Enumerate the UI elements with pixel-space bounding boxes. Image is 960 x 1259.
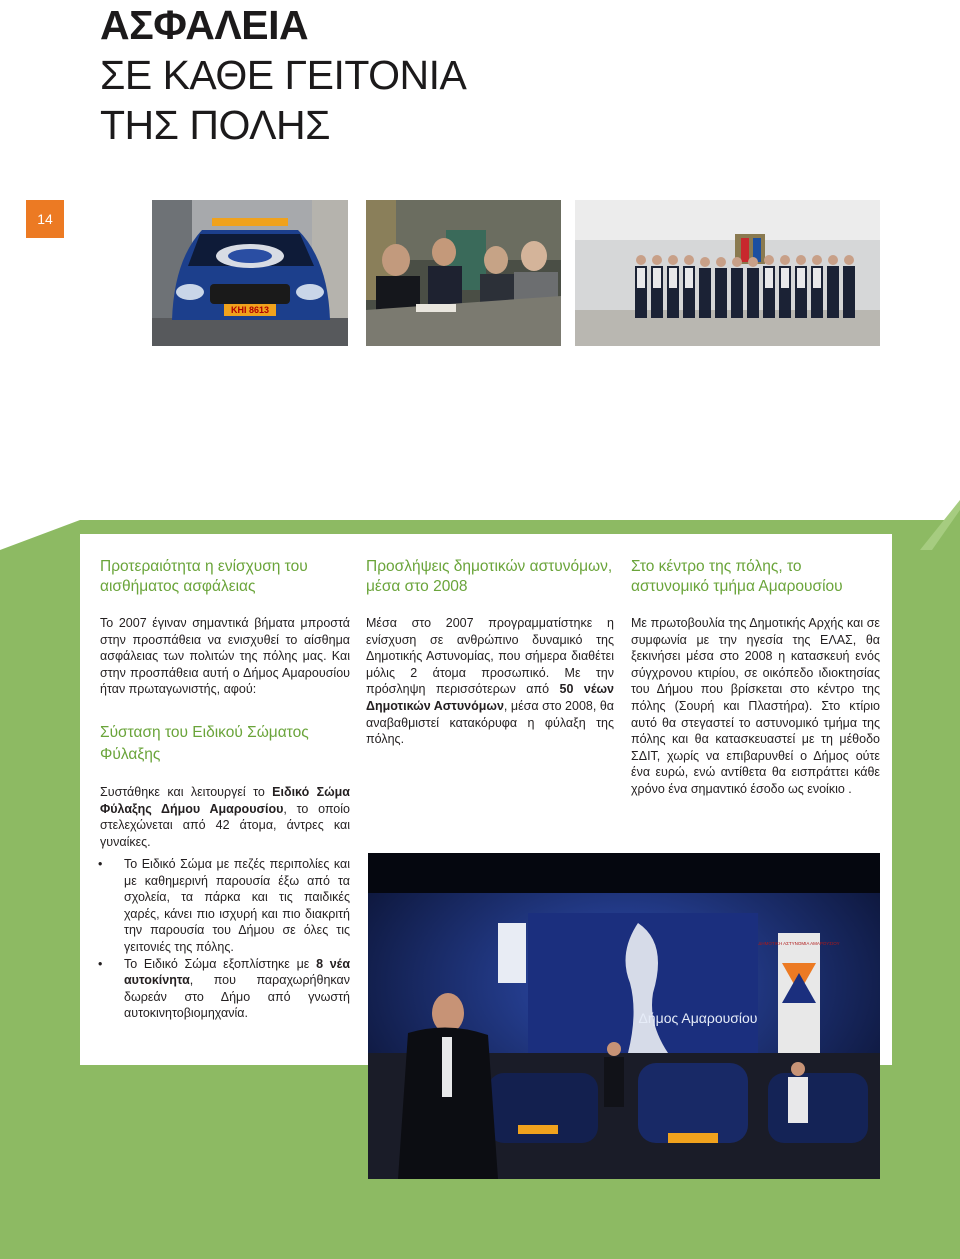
bullet-item-cars	[98, 956, 350, 1022]
column-police-hiring	[366, 557, 614, 748]
page-title	[100, 0, 466, 150]
title-line-1: ΑΣΦΑΛΕΙΑ	[100, 2, 309, 48]
bullet-cars-text-bold: 8 νέα αυτοκίνητα	[124, 956, 351, 988]
guard-corps-text-b: , το οποίο στελεχώνεται από 42 άτομα, άντρες και γυναίκες.	[100, 801, 350, 849]
guard-corps-text-a: Συστάθηκε και λειτουργεί το	[100, 784, 273, 799]
corner-decoration-left	[0, 520, 80, 550]
hiring-text-bold: 50 νέων Δημοτικών Αστυνόμων	[366, 682, 615, 713]
bullet-cars-text-a: Το Ειδικό Σώμα εξοπλίστηκε με	[124, 956, 317, 971]
photo-guard-corps-group	[575, 200, 880, 346]
hiring-text-a: Μέσα στο 2007 προγραμματίστηκε η ενίσχυση σε ανθρώπινο δυναμικό της Δημοτικής Αστυνομίας, που σήμερα διαθέτει μόλις 2 άτομα προσωπικό. Με την πρόσληψη περισσότερων από	[366, 616, 614, 697]
column-priority-security	[100, 557, 350, 850]
paragraph-2007-steps: Το 2007 έγιναν σημαντικά βήματα μπροστά στην προσπάθεια να ενισχυθεί το αίσθημα ασφάλειας των πολιτών της πόλης μας. Και στην προσπάθεια αυτή ο Δήμος Αμαρουσίου ήταν πρωταγωνιστής, αφού:	[100, 616, 350, 697]
hiring-text-b: , μέσα στο 2008, θα αναβαθμιστεί κατακόρυφα η φύλαξη της πόλης.	[366, 698, 614, 747]
corner-decoration-right	[890, 500, 960, 550]
heading-police-hiring: Προσλήψεις δημοτικών αστυνόμων, μέσα στο 2008	[366, 558, 613, 595]
paragraph-police-station: Με πρωτοβουλία της Δημοτικής Αρχής και σε συμφωνία με την ηγεσία της ΕΛΑΣ, θα ξεκινήσει μέσα στο 2008 η κατασκευή ενός σύγχρονου κτιρίου, σε οικόπεδο ιδιοκτησίας του Δήμου που βρίσκεται στο κέντρο της πόλης (Σουρή και Πλαστήρα). Στο κτίριο αυτό θα στεγαστεί το αστυνομικό τμήμα της πόλης και θα κατασκευαστεί με τη μέθοδο ΣΔΙΤ, χωρίς να επιβαρυνθεί ο Δήμος ούτε ένα ευρώ, ενώ αντίθετα θα εισπράττει κάθε χρόνο ένα σημαντικό έσοδο ως ενοίκιο .	[631, 616, 880, 796]
stage-banner-text: ΔΗΜΟΤΙΚΗ ΑΣΤΥΝΟΜΙΑ ΑΜΑΡΟΥΣΙΟΥ	[758, 941, 840, 946]
paragraph-guard-corps	[100, 784, 350, 850]
photo-stage-event	[368, 853, 880, 1179]
photo-patrol-car	[152, 200, 348, 346]
photo-officials-meeting	[366, 200, 561, 346]
paragraph-police-hiring	[366, 615, 614, 748]
guard-corps-bullet-list	[98, 856, 350, 1022]
stage-logo-text: Δήμος Αμαρουσίου	[638, 1010, 758, 1026]
bullet-item-patrols: • Το Ειδικό Σώμα με πεζές περιπολίες και με καθημερινή παρουσία έξω από τα σχολεία, τα πάρκα και τις παιδικές χαρές, κάνει πιο ισχυρή και πιο διακριτή την παρουσία του Δήμου σε όλες τις γειτονιές της πόλης.	[98, 856, 350, 956]
title-line-3: ΤΗΣ ΠΟΛΗΣ	[100, 102, 330, 148]
bullet-cars-text-b: , που παραχωρήθηκαν δωρεάν στο Δήμο από γνωστή αυτοκινητοβιομηχανία.	[124, 973, 350, 1021]
page-number: 14	[26, 200, 64, 238]
column-police-station	[631, 557, 880, 798]
heading-priority-security: Προτεραιότητα η ενίσχυση του αισθήματος ασφάλειας	[100, 558, 308, 595]
heading-police-station: Στο κέντρο της πόλης, το αστυνομικό τμήμα Αμαρουσίου	[631, 558, 843, 595]
guard-corps-text-bold: Ειδικό Σώμα Φύλαξης Δήμου Αμαρουσίου	[100, 784, 350, 816]
car-plate-text: ΚΗΙ 8613	[230, 305, 270, 315]
title-line-2: ΣΕ ΚΑΘΕ ΓΕΙΤΟΝΙΑ	[100, 52, 467, 98]
subheading-guard-corps: Σύσταση του Ειδικού Σώματος Φύλαξης	[100, 723, 309, 763]
